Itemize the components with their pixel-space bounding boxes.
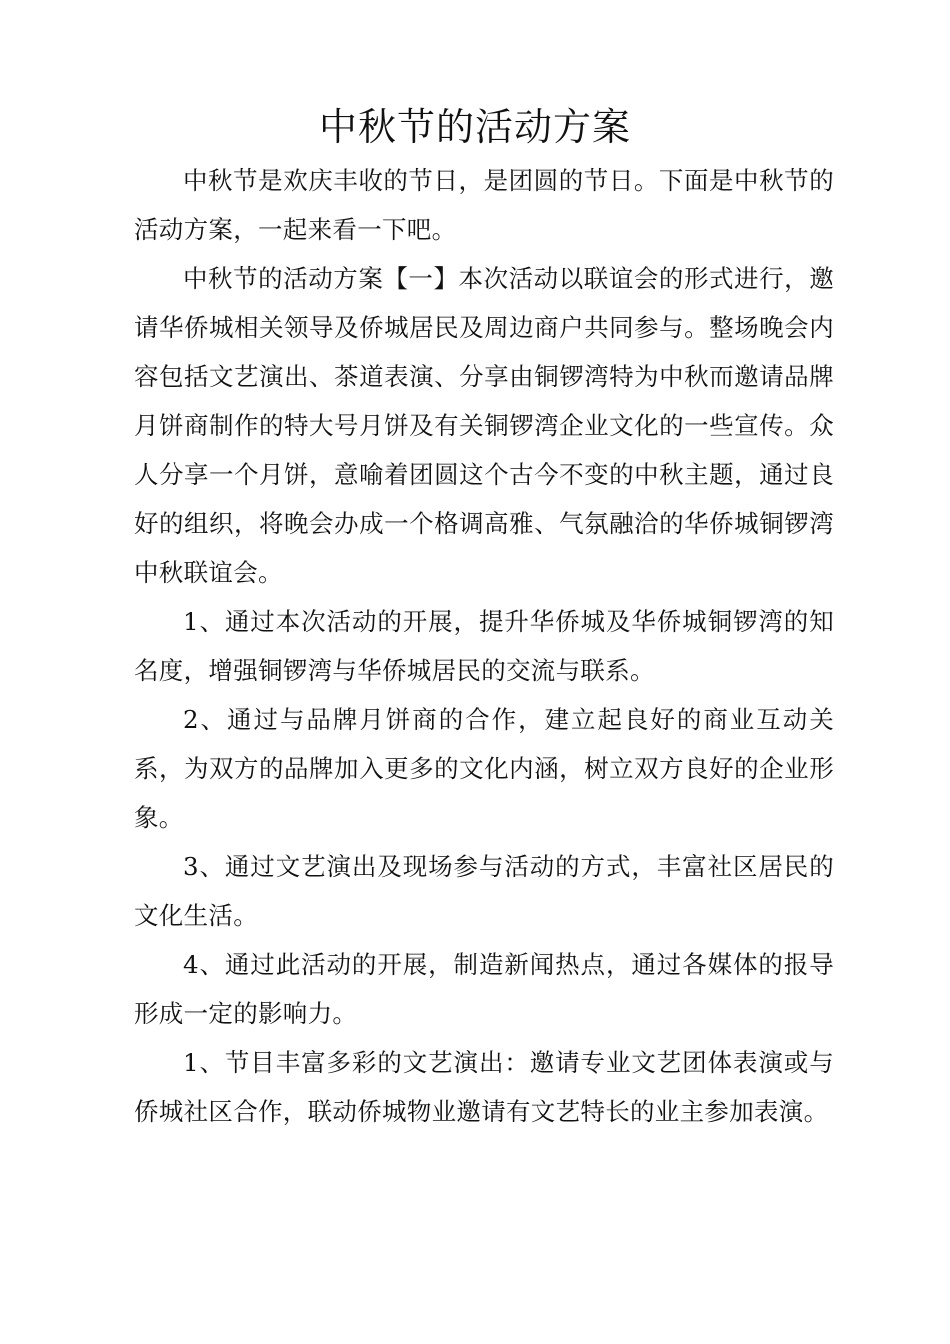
document-body	[134, 156, 834, 1136]
paragraph-plan-one: 中秋节的活动方案【一】本次活动以联谊会的形式进行，邀请华侨城相关领导及侨城居民及周边商户共同参与。整场晚会内容包括文艺演出、茶道表演、分享由铜锣湾特为中秋而邀请品牌月饼商制作的特大号月饼及有关铜锣湾企业文化的一些宣传。众人分享一个月饼，意喻着团圆这个古今不变的中秋主题，通过良好的组织，将晚会办成一个格调高雅、气氛融洽的华侨城铜锣湾中秋联谊会。	[134, 264, 834, 587]
paragraph-program-1: 1、节目丰富多彩的文艺演出：邀请专业文艺团体表演或与侨城社区合作，联动侨城物业邀请有文艺特长的业主参加表演。	[134, 1048, 834, 1126]
document-title: 中秋节的活动方案	[318, 105, 631, 149]
paragraph-goal-2: 2、通过与品牌月饼商的合作，建立起良好的商业互动关系，为双方的品牌加入更多的文化内涵，树立双方良好的企业形象。	[134, 705, 834, 832]
paragraph-intro: 中秋节是欢庆丰收的节日，是团圆的节日。下面是中秋节的活动方案，一起来看一下吧。	[134, 166, 834, 244]
paragraph-goal-3: 3、通过文艺演出及现场参与活动的方式，丰富社区居民的文化生活。	[134, 852, 834, 930]
paragraph-goal-1: 1、通过本次活动的开展，提升华侨城及华侨城铜锣湾的知名度，增强铜锣湾与华侨城居民的交流与联系。	[134, 607, 834, 685]
paragraph-goal-4: 4、通过此活动的开展，制造新闻热点，通过各媒体的报导形成一定的影响力。	[134, 950, 834, 1028]
